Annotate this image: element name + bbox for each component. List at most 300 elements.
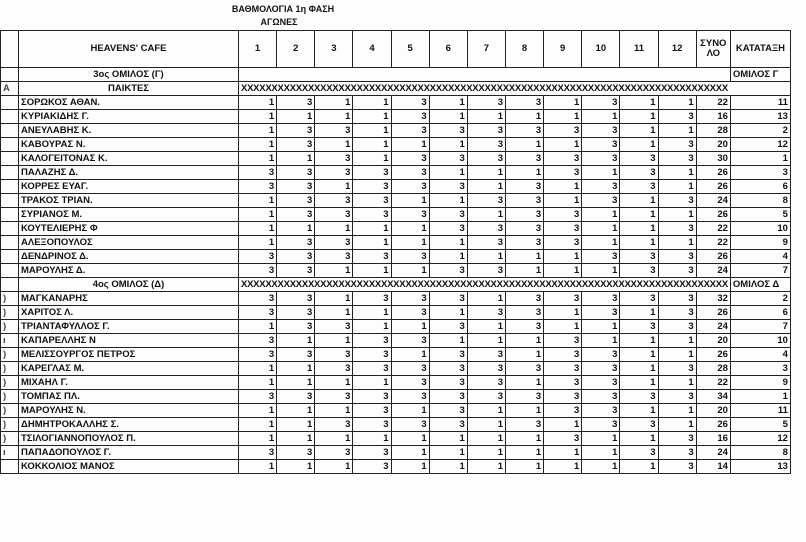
- sheet-subtitle: ΑΓΩΝΕΣ: [260, 17, 298, 27]
- score-cell: 3: [277, 236, 315, 250]
- score-cell: 1: [429, 432, 467, 446]
- edge-label: [1, 250, 19, 264]
- score-cell: 1: [353, 320, 391, 334]
- score-cell: 1: [239, 460, 277, 474]
- score-cell: 1: [353, 222, 391, 236]
- score-cell: 3: [620, 250, 658, 264]
- total-cell: 26: [696, 250, 730, 264]
- score-cell: 3: [467, 390, 505, 404]
- total-cell: 34: [696, 390, 730, 404]
- score-cell: 1: [239, 194, 277, 208]
- score-cell: 3: [505, 236, 543, 250]
- score-cell: 3: [277, 208, 315, 222]
- player-name: ΜΑΓΚΑΝΑΡΗΣ: [19, 292, 239, 306]
- score-cell: 1: [582, 334, 620, 348]
- player-row: [1, 250, 791, 264]
- score-cell: 1: [582, 110, 620, 124]
- total-cell: 16: [696, 110, 730, 124]
- score-cell: 1: [658, 376, 696, 390]
- score-cell: 3: [467, 264, 505, 278]
- player-row: [1, 348, 791, 362]
- score-cell: 3: [391, 166, 429, 180]
- score-cell: 1: [505, 376, 543, 390]
- edge-label: ): [1, 348, 19, 362]
- score-cell: 1: [544, 96, 582, 110]
- score-cell: 3: [391, 362, 429, 376]
- player-name: ΚΑΒΟΥΡΑΣ Ν.: [19, 138, 239, 152]
- edge-label: ): [1, 320, 19, 334]
- score-cell: 3: [239, 348, 277, 362]
- score-cell: 3: [658, 432, 696, 446]
- score-cell: 1: [582, 222, 620, 236]
- score-cell: 3: [353, 208, 391, 222]
- score-cell: 1: [315, 376, 353, 390]
- score-cell: 3: [315, 166, 353, 180]
- rank-cell: 1: [730, 152, 790, 166]
- score-cell: 3: [620, 264, 658, 278]
- standings-body: [1, 31, 791, 474]
- score-cell: 1: [277, 334, 315, 348]
- standings-table: [0, 30, 791, 474]
- score-cell: 3: [505, 96, 543, 110]
- score-cell: 3: [658, 138, 696, 152]
- rank-cell: 8: [730, 446, 790, 460]
- score-cell: 3: [315, 320, 353, 334]
- player-row: [1, 194, 791, 208]
- score-cell: 1: [239, 222, 277, 236]
- score-cell: 3: [467, 348, 505, 362]
- players-label: ΠΑΙΚΤΕΣ: [19, 82, 239, 96]
- score-cell: 1: [315, 432, 353, 446]
- sheet-title: ΒΑΘΜΟΛΟΓΙΑ 1η ΦΑΣΗ: [231, 4, 335, 14]
- score-cell: 1: [315, 334, 353, 348]
- score-cell: 3: [544, 390, 582, 404]
- score-cell: 1: [277, 376, 315, 390]
- total-cell: 28: [696, 362, 730, 376]
- score-cell: 3: [658, 446, 696, 460]
- player-name: ΧΑΡΙΤΟΣ Λ.: [19, 306, 239, 320]
- score-cell: 1: [391, 236, 429, 250]
- score-cell: 1: [620, 110, 658, 124]
- score-cell: 3: [391, 306, 429, 320]
- score-cell: 1: [467, 292, 505, 306]
- score-cell: 3: [429, 362, 467, 376]
- score-cell: 1: [277, 432, 315, 446]
- group-label: 3ος ΟΜΙΛΟΣ (Γ): [19, 68, 239, 82]
- score-cell: 1: [467, 432, 505, 446]
- rank-cell: 3: [730, 362, 790, 376]
- score-cell: 3: [544, 152, 582, 166]
- edge-label: [1, 208, 19, 222]
- score-cell: 3: [582, 362, 620, 376]
- edge-label: ): [1, 390, 19, 404]
- player-row: [1, 460, 791, 474]
- total-cell: 26: [696, 418, 730, 432]
- score-cell: 3: [315, 194, 353, 208]
- player-row: [1, 236, 791, 250]
- player-name: ΔΕΝΔΡΙΝΟΣ Δ.: [19, 250, 239, 264]
- player-row: [1, 124, 791, 138]
- score-cell: 3: [658, 460, 696, 474]
- score-cell: 3: [582, 348, 620, 362]
- player-row: [1, 306, 791, 320]
- player-row: [1, 404, 791, 418]
- player-row: [1, 320, 791, 334]
- score-cell: 3: [467, 362, 505, 376]
- score-cell: 3: [467, 306, 505, 320]
- score-cell: 1: [429, 250, 467, 264]
- score-cell: 1: [620, 222, 658, 236]
- score-cell: 3: [505, 418, 543, 432]
- score-cell: 3: [505, 320, 543, 334]
- score-cell: 1: [315, 222, 353, 236]
- score-cell: 1: [620, 96, 658, 110]
- rank-cell: 4: [730, 250, 790, 264]
- score-cell: 3: [239, 180, 277, 194]
- score-cell: 1: [239, 404, 277, 418]
- score-cell: 1: [315, 180, 353, 194]
- total-cell: 32: [696, 292, 730, 306]
- score-cell: 1: [658, 124, 696, 138]
- score-cell: 1: [620, 138, 658, 152]
- score-cell: 3: [239, 334, 277, 348]
- score-cell: 1: [582, 446, 620, 460]
- total-cell: 20: [696, 334, 730, 348]
- header-row: [1, 31, 791, 68]
- score-cell: 1: [239, 124, 277, 138]
- score-cell: 1: [391, 460, 429, 474]
- score-cell: 3: [505, 152, 543, 166]
- score-cell: 3: [620, 166, 658, 180]
- edge-label: ): [1, 418, 19, 432]
- score-cell: 1: [315, 138, 353, 152]
- score-cell: 3: [429, 390, 467, 404]
- score-cell: 1: [277, 222, 315, 236]
- score-cell: 1: [505, 138, 543, 152]
- player-name: ΜΕΛΙΣΣΟΥΡΓΟΣ ΠΕΤΡΟΣ: [19, 348, 239, 362]
- score-cell: 1: [277, 152, 315, 166]
- score-cell: 3: [505, 222, 543, 236]
- score-cell: 1: [467, 404, 505, 418]
- score-cell: 3: [467, 194, 505, 208]
- edge-label: ): [1, 292, 19, 306]
- score-cell: 3: [277, 390, 315, 404]
- score-cell: 3: [505, 390, 543, 404]
- score-cell: 3: [658, 264, 696, 278]
- score-cell: 3: [582, 376, 620, 390]
- edge-label: ): [1, 362, 19, 376]
- score-cell: 3: [353, 390, 391, 404]
- player-row: [1, 334, 791, 348]
- rank-cell: 3: [730, 166, 790, 180]
- group-label: 4ος ΟΜΙΛΟΣ (Δ): [19, 278, 239, 292]
- score-cell: 3: [429, 376, 467, 390]
- score-cell: 1: [467, 110, 505, 124]
- score-cell: 1: [277, 418, 315, 432]
- player-row: [1, 138, 791, 152]
- player-name: ΤΡΙΑΝΤΑΦΥΛΛΟΣ Γ.: [19, 320, 239, 334]
- player-row: [1, 376, 791, 390]
- rank-cell: 6: [730, 306, 790, 320]
- score-cell: 3: [429, 208, 467, 222]
- score-cell: 3: [315, 390, 353, 404]
- total-cell: 30: [696, 152, 730, 166]
- player-name: ΑΛΕΞΟΠΟΥΛΟΣ: [19, 236, 239, 250]
- score-cell: 3: [391, 376, 429, 390]
- game-col-header: 12: [658, 31, 696, 68]
- score-cell: 3: [239, 250, 277, 264]
- score-cell: 3: [582, 152, 620, 166]
- score-cell: 1: [391, 432, 429, 446]
- edge-cell: [1, 68, 19, 82]
- score-cell: 3: [544, 166, 582, 180]
- score-cell: 3: [353, 180, 391, 194]
- edge-label: ): [1, 432, 19, 446]
- score-cell: 3: [620, 390, 658, 404]
- score-cell: 1: [467, 208, 505, 222]
- score-cell: 3: [315, 446, 353, 460]
- score-cell: 1: [391, 404, 429, 418]
- game-col-header: 9: [544, 31, 582, 68]
- score-cell: 1: [544, 320, 582, 334]
- edge-label: [1, 264, 19, 278]
- player-name: ΑΝΕΥΛΑΒΗΣ Κ.: [19, 124, 239, 138]
- score-cell: 3: [505, 194, 543, 208]
- score-cell: 3: [277, 264, 315, 278]
- score-cell: 3: [277, 138, 315, 152]
- score-cell: 1: [429, 306, 467, 320]
- score-cell: 1: [353, 110, 391, 124]
- score-cell: 3: [239, 264, 277, 278]
- score-cell: 3: [429, 404, 467, 418]
- score-cell: 1: [353, 306, 391, 320]
- game-col-header: 1: [239, 31, 277, 68]
- player-name: ΔΗΜΗΤΡΟΚΑΛΛΗΣ Σ.: [19, 418, 239, 432]
- score-cell: 1: [391, 264, 429, 278]
- score-cell: 1: [429, 446, 467, 460]
- score-cell: 1: [429, 96, 467, 110]
- score-cell: 1: [429, 138, 467, 152]
- player-name: ΠΑΛΑΖΗΣ Δ.: [19, 166, 239, 180]
- score-cell: 1: [505, 250, 543, 264]
- score-cell: 3: [239, 446, 277, 460]
- score-cell: 1: [353, 264, 391, 278]
- score-cell: 3: [391, 110, 429, 124]
- total-cell: 24: [696, 194, 730, 208]
- score-cell: 3: [544, 432, 582, 446]
- score-cell: 3: [658, 194, 696, 208]
- score-cell: 3: [544, 348, 582, 362]
- player-row: [1, 208, 791, 222]
- edge-label: ı: [1, 446, 19, 460]
- score-cell: 1: [467, 180, 505, 194]
- score-cell: 1: [582, 208, 620, 222]
- score-cell: 3: [620, 418, 658, 432]
- score-cell: 1: [277, 460, 315, 474]
- total-cell: 26: [696, 166, 730, 180]
- score-cell: 1: [353, 236, 391, 250]
- player-row: [1, 292, 791, 306]
- edge-cell: [1, 31, 19, 68]
- score-cell: 3: [315, 348, 353, 362]
- player-name: ΠΑΠΑΔΟΠΟΥΛΟΣ Γ.: [19, 446, 239, 460]
- score-cell: 3: [353, 404, 391, 418]
- game-col-header: 5: [391, 31, 429, 68]
- game-col-header: 11: [620, 31, 658, 68]
- rank-cell: 13: [730, 460, 790, 474]
- score-cell: 1: [620, 236, 658, 250]
- score-cell: 3: [505, 180, 543, 194]
- score-cell: 3: [277, 180, 315, 194]
- score-cell: 1: [467, 166, 505, 180]
- rank-cell: 11: [730, 96, 790, 110]
- score-cell: 3: [239, 390, 277, 404]
- edge-label: [1, 110, 19, 124]
- players-label-row: [1, 82, 791, 96]
- score-cell: 1: [620, 460, 658, 474]
- score-cell: 1: [582, 432, 620, 446]
- score-cell: 1: [620, 376, 658, 390]
- player-name: ΤΣΙΛΟΓΙΑΝΝΟΠΟΥΛΟΣ Π.: [19, 432, 239, 446]
- score-cell: 1: [277, 362, 315, 376]
- rank-cell: 11: [730, 404, 790, 418]
- score-cell: 3: [505, 362, 543, 376]
- score-cell: 1: [429, 194, 467, 208]
- player-row: [1, 264, 791, 278]
- total-cell: 16: [696, 432, 730, 446]
- rank-cell: 9: [730, 236, 790, 250]
- score-cell: 3: [467, 138, 505, 152]
- score-cell: 3: [353, 362, 391, 376]
- score-cell: 3: [277, 306, 315, 320]
- score-cell: 1: [239, 236, 277, 250]
- score-cell: 1: [544, 180, 582, 194]
- score-cell: 1: [620, 124, 658, 138]
- player-row: [1, 432, 791, 446]
- score-cell: 3: [658, 362, 696, 376]
- score-cell: 1: [353, 124, 391, 138]
- player-row: [1, 110, 791, 124]
- score-cell: 3: [582, 292, 620, 306]
- score-cell: 3: [315, 124, 353, 138]
- player-name: ΚΟΡΡΕΣ ΕΥΑΓ.: [19, 180, 239, 194]
- rank-col-header: ΚΑΤΑΤΑΞΗ: [730, 31, 790, 68]
- rank-cell: 12: [730, 138, 790, 152]
- score-cell: 3: [315, 152, 353, 166]
- score-cell: 3: [582, 194, 620, 208]
- game-col-header: 7: [467, 31, 505, 68]
- score-cell: 3: [582, 418, 620, 432]
- score-cell: 1: [353, 432, 391, 446]
- score-cell: 1: [467, 446, 505, 460]
- score-cell: 3: [429, 418, 467, 432]
- score-cell: 3: [391, 96, 429, 110]
- total-cell: 24: [696, 320, 730, 334]
- player-name: ΜΑΡΟΥΛΗΣ Ν.: [19, 404, 239, 418]
- score-cell: 3: [239, 306, 277, 320]
- score-cell: 1: [582, 320, 620, 334]
- score-cell: 3: [277, 166, 315, 180]
- score-cell: 1: [582, 166, 620, 180]
- game-col-header: 6: [429, 31, 467, 68]
- edge-label: ): [1, 376, 19, 390]
- score-cell: 3: [277, 446, 315, 460]
- total-cell: 20: [696, 138, 730, 152]
- score-cell: 3: [467, 96, 505, 110]
- score-cell: 1: [620, 334, 658, 348]
- score-cell: 3: [544, 208, 582, 222]
- score-cell: 3: [239, 166, 277, 180]
- score-cell: 3: [315, 362, 353, 376]
- score-cell: 1: [582, 264, 620, 278]
- score-cell: 1: [315, 264, 353, 278]
- player-row: [1, 166, 791, 180]
- score-cell: 1: [353, 138, 391, 152]
- rank-cell: 2: [730, 124, 790, 138]
- player-row: [1, 418, 791, 432]
- score-cell: 1: [315, 306, 353, 320]
- player-row: [1, 96, 791, 110]
- game-col-header: 3: [315, 31, 353, 68]
- score-cell: 3: [582, 306, 620, 320]
- total-cell: 22: [696, 222, 730, 236]
- edge-label: [1, 166, 19, 180]
- score-cell: 1: [239, 96, 277, 110]
- score-cell: 3: [277, 250, 315, 264]
- score-cell: 3: [391, 292, 429, 306]
- edge-label: ): [1, 404, 19, 418]
- score-cell: 3: [467, 124, 505, 138]
- total-cell: 22: [696, 376, 730, 390]
- score-cell: 1: [467, 320, 505, 334]
- score-cell: 3: [277, 194, 315, 208]
- score-cell: 3: [391, 390, 429, 404]
- score-cell: 3: [658, 222, 696, 236]
- group-right-label: ΟΜΙΛΟΣ Γ: [730, 68, 790, 82]
- total-cell: 28: [696, 124, 730, 138]
- player-row: [1, 446, 791, 460]
- score-cell: 3: [505, 306, 543, 320]
- score-cell: 1: [239, 432, 277, 446]
- rank-cell: 5: [730, 208, 790, 222]
- score-cell: 3: [658, 110, 696, 124]
- score-cell: 3: [391, 250, 429, 264]
- score-cell: 3: [620, 292, 658, 306]
- score-cell: 3: [429, 320, 467, 334]
- score-cell: 3: [429, 292, 467, 306]
- score-cell: 1: [467, 460, 505, 474]
- score-cell: 1: [467, 418, 505, 432]
- score-cell: 1: [544, 306, 582, 320]
- rank-cell: 10: [730, 334, 790, 348]
- score-cell: 3: [544, 222, 582, 236]
- player-row: [1, 222, 791, 236]
- score-cell: 3: [353, 334, 391, 348]
- score-cell: 1: [391, 138, 429, 152]
- score-cell: 3: [353, 446, 391, 460]
- score-cell: 3: [277, 348, 315, 362]
- score-cell: 3: [429, 152, 467, 166]
- edge-label: ): [1, 306, 19, 320]
- edge-label: A: [1, 82, 19, 96]
- score-cell: 1: [582, 460, 620, 474]
- player-name: ΚΟΚΚΟΛΙΟΣ ΜΑΝΟΣ: [19, 460, 239, 474]
- score-cell: 3: [315, 418, 353, 432]
- score-cell: 3: [620, 180, 658, 194]
- score-cell: 1: [544, 446, 582, 460]
- score-cell: 1: [544, 264, 582, 278]
- score-cell: 1: [658, 418, 696, 432]
